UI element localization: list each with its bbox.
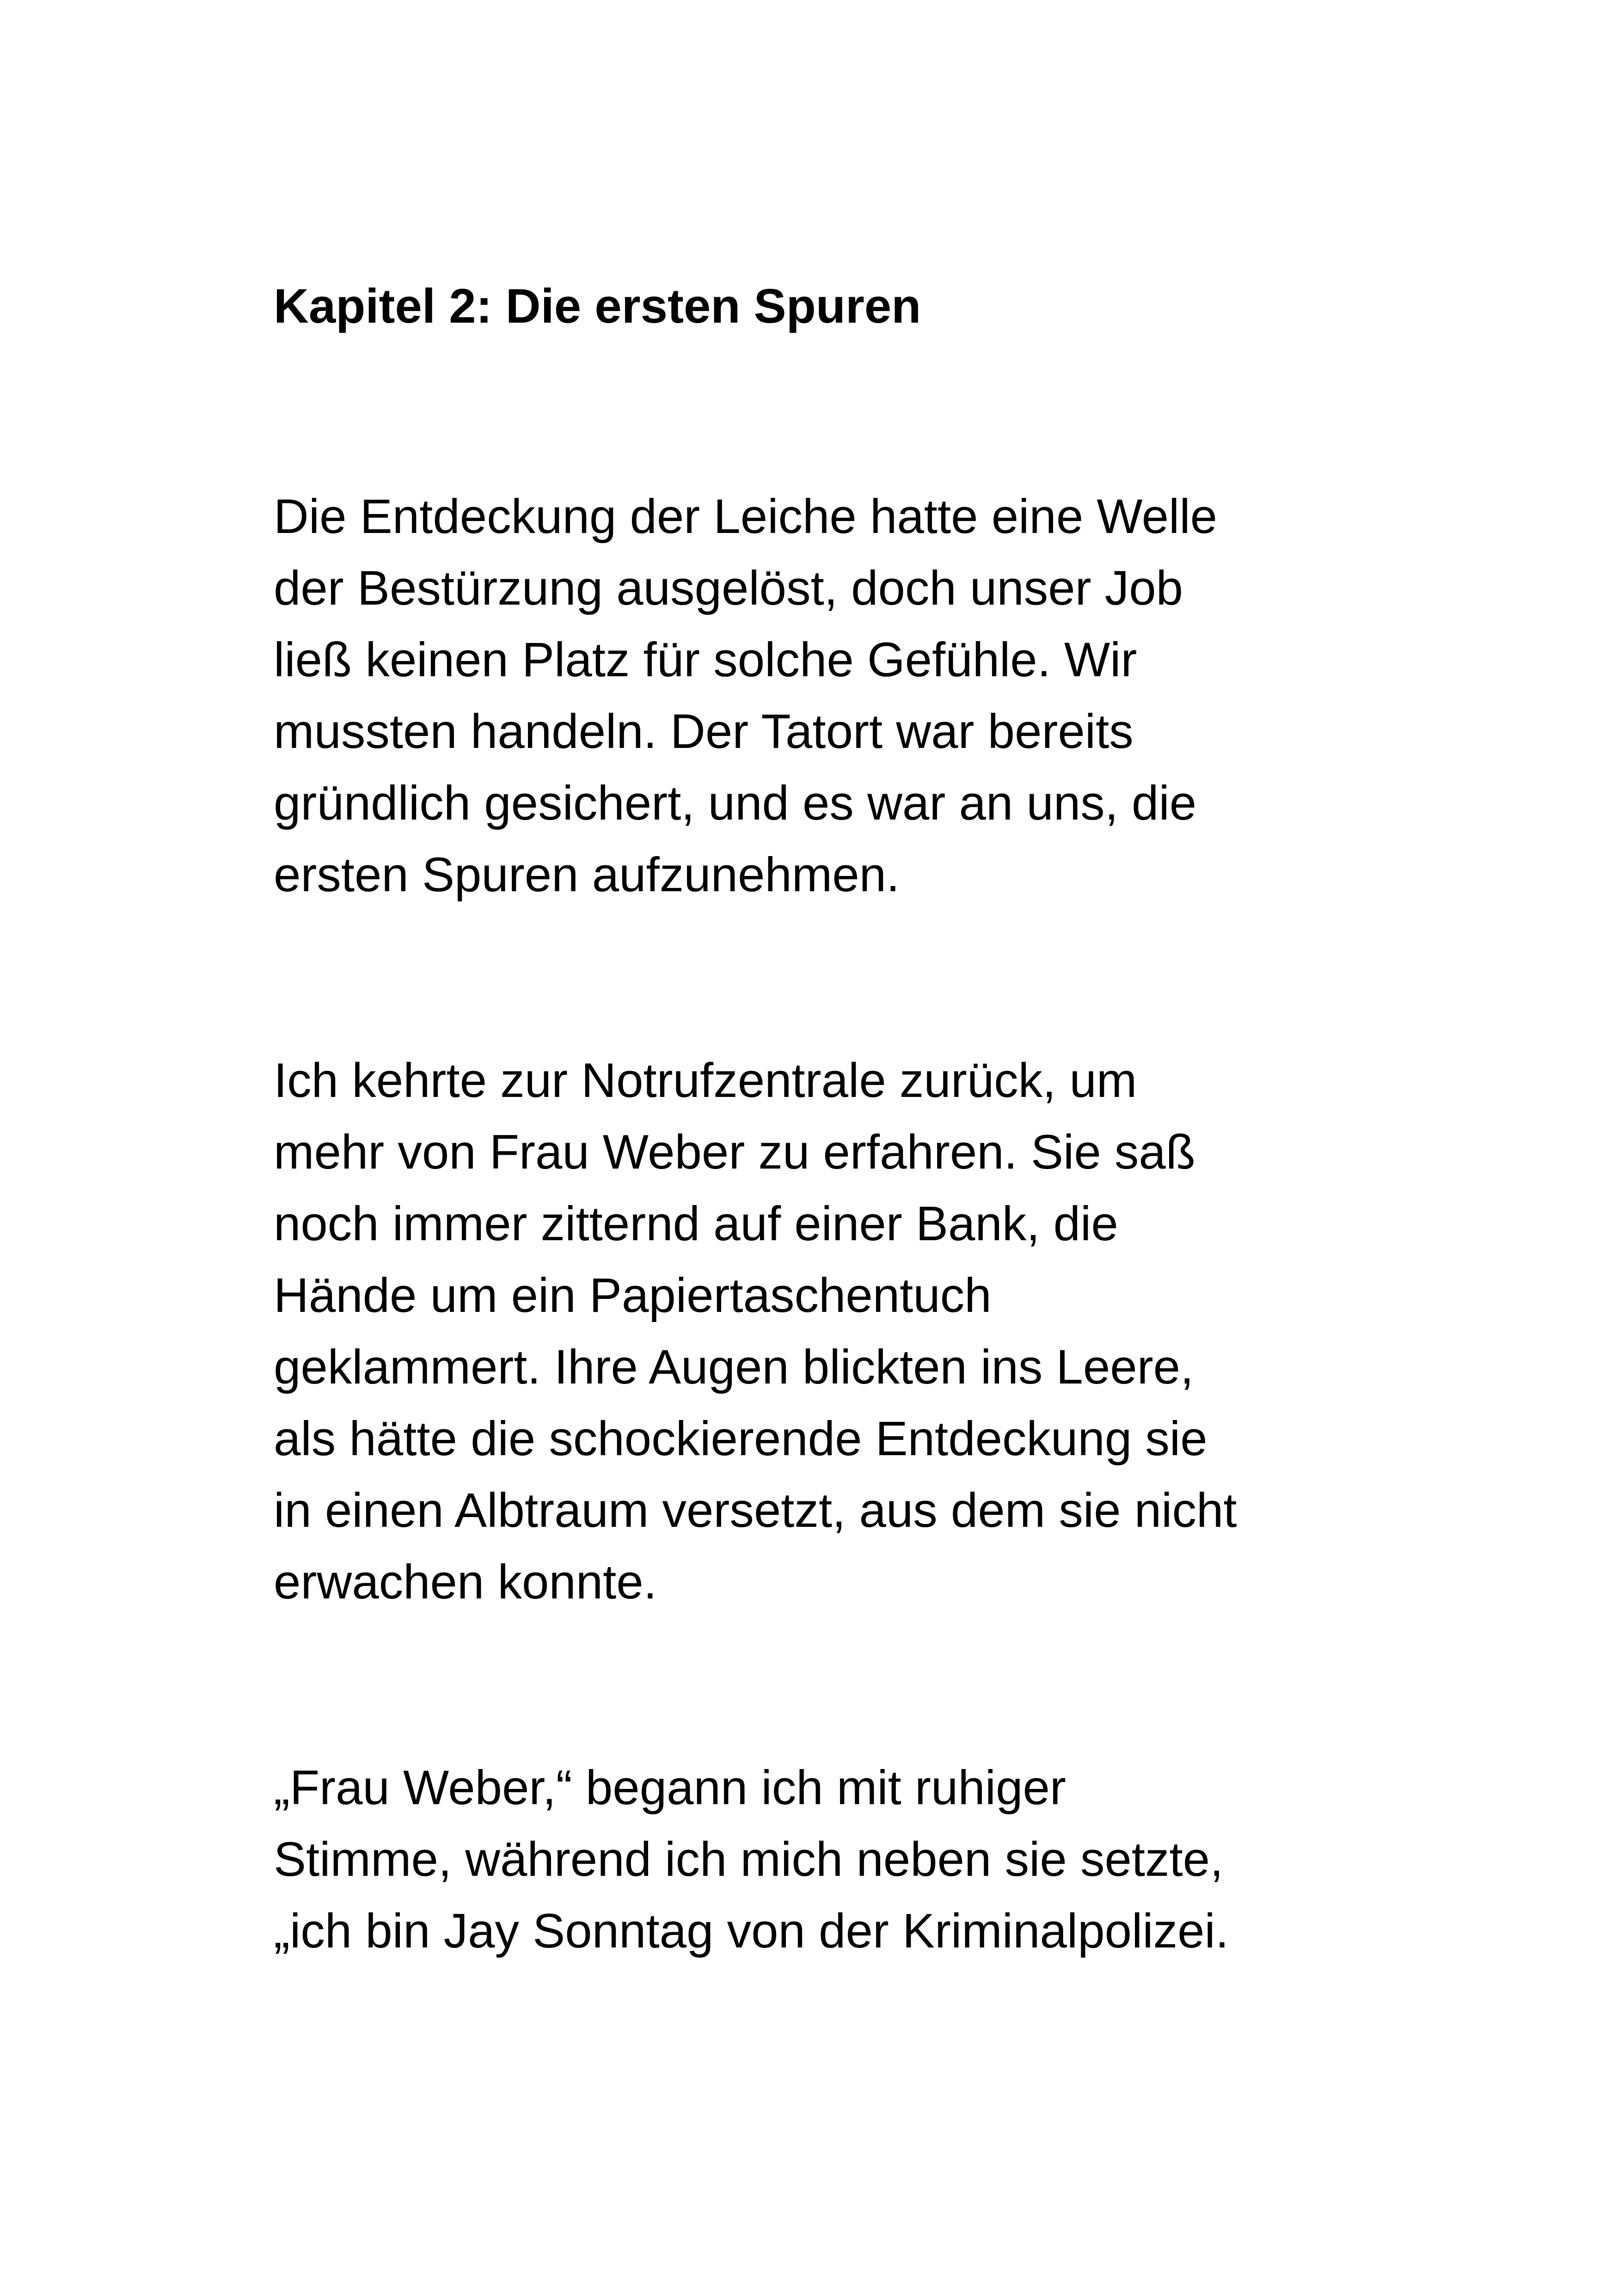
paragraph-line: noch immer zitternd auf einer Bank, die — [274, 1197, 1118, 1251]
paragraph-line: gründlich gesichert, und es war an uns, die — [274, 776, 1197, 830]
paragraph-line: Die Entdeckung der Leiche hatte eine Welle — [274, 490, 1218, 544]
paragraph-line: in einen Albtraum versetzt, aus dem sie nicht — [274, 1483, 1237, 1537]
paragraph-line: „ich bin Jay Sonntag von der Kriminalpolizei. — [274, 1904, 1229, 1958]
paragraph-line: Hände um ein Papiertaschentuch — [274, 1268, 992, 1322]
chapter-heading: Kapitel 2: Die ersten Spuren — [274, 279, 921, 333]
paragraph-line: ließ keinen Platz für solche Gefühle. Wir — [274, 633, 1137, 687]
paragraph-line: ersten Spuren aufzunehmen. — [274, 848, 900, 902]
paragraph-1 — [274, 481, 1217, 911]
paragraph-line: mehr von Frau Weber zu erfahren. Sie saß — [274, 1125, 1195, 1179]
paragraph-line: „Frau Weber,“ begann ich mit ruhiger — [274, 1761, 1066, 1815]
paragraph-line: Ich kehrte zur Notrufzentrale zurück, um — [274, 1053, 1137, 1108]
paragraph-line: mussten handeln. Der Tatort war bereits — [274, 704, 1134, 759]
paragraph-line: der Bestürzung ausgelöst, doch unser Job — [274, 561, 1183, 615]
paragraph-line: erwachen konnte. — [274, 1555, 657, 1609]
paragraph-line: geklammert. Ihre Augen blickten ins Leere, — [274, 1340, 1194, 1394]
paragraph-line: Stimme, während ich mich neben sie setzte, — [274, 1832, 1224, 1886]
paragraph-3 — [274, 1752, 1229, 1967]
paragraph-line: als hätte die schockierende Entdeckung sie — [274, 1412, 1207, 1466]
paragraph-2 — [274, 1045, 1237, 1618]
